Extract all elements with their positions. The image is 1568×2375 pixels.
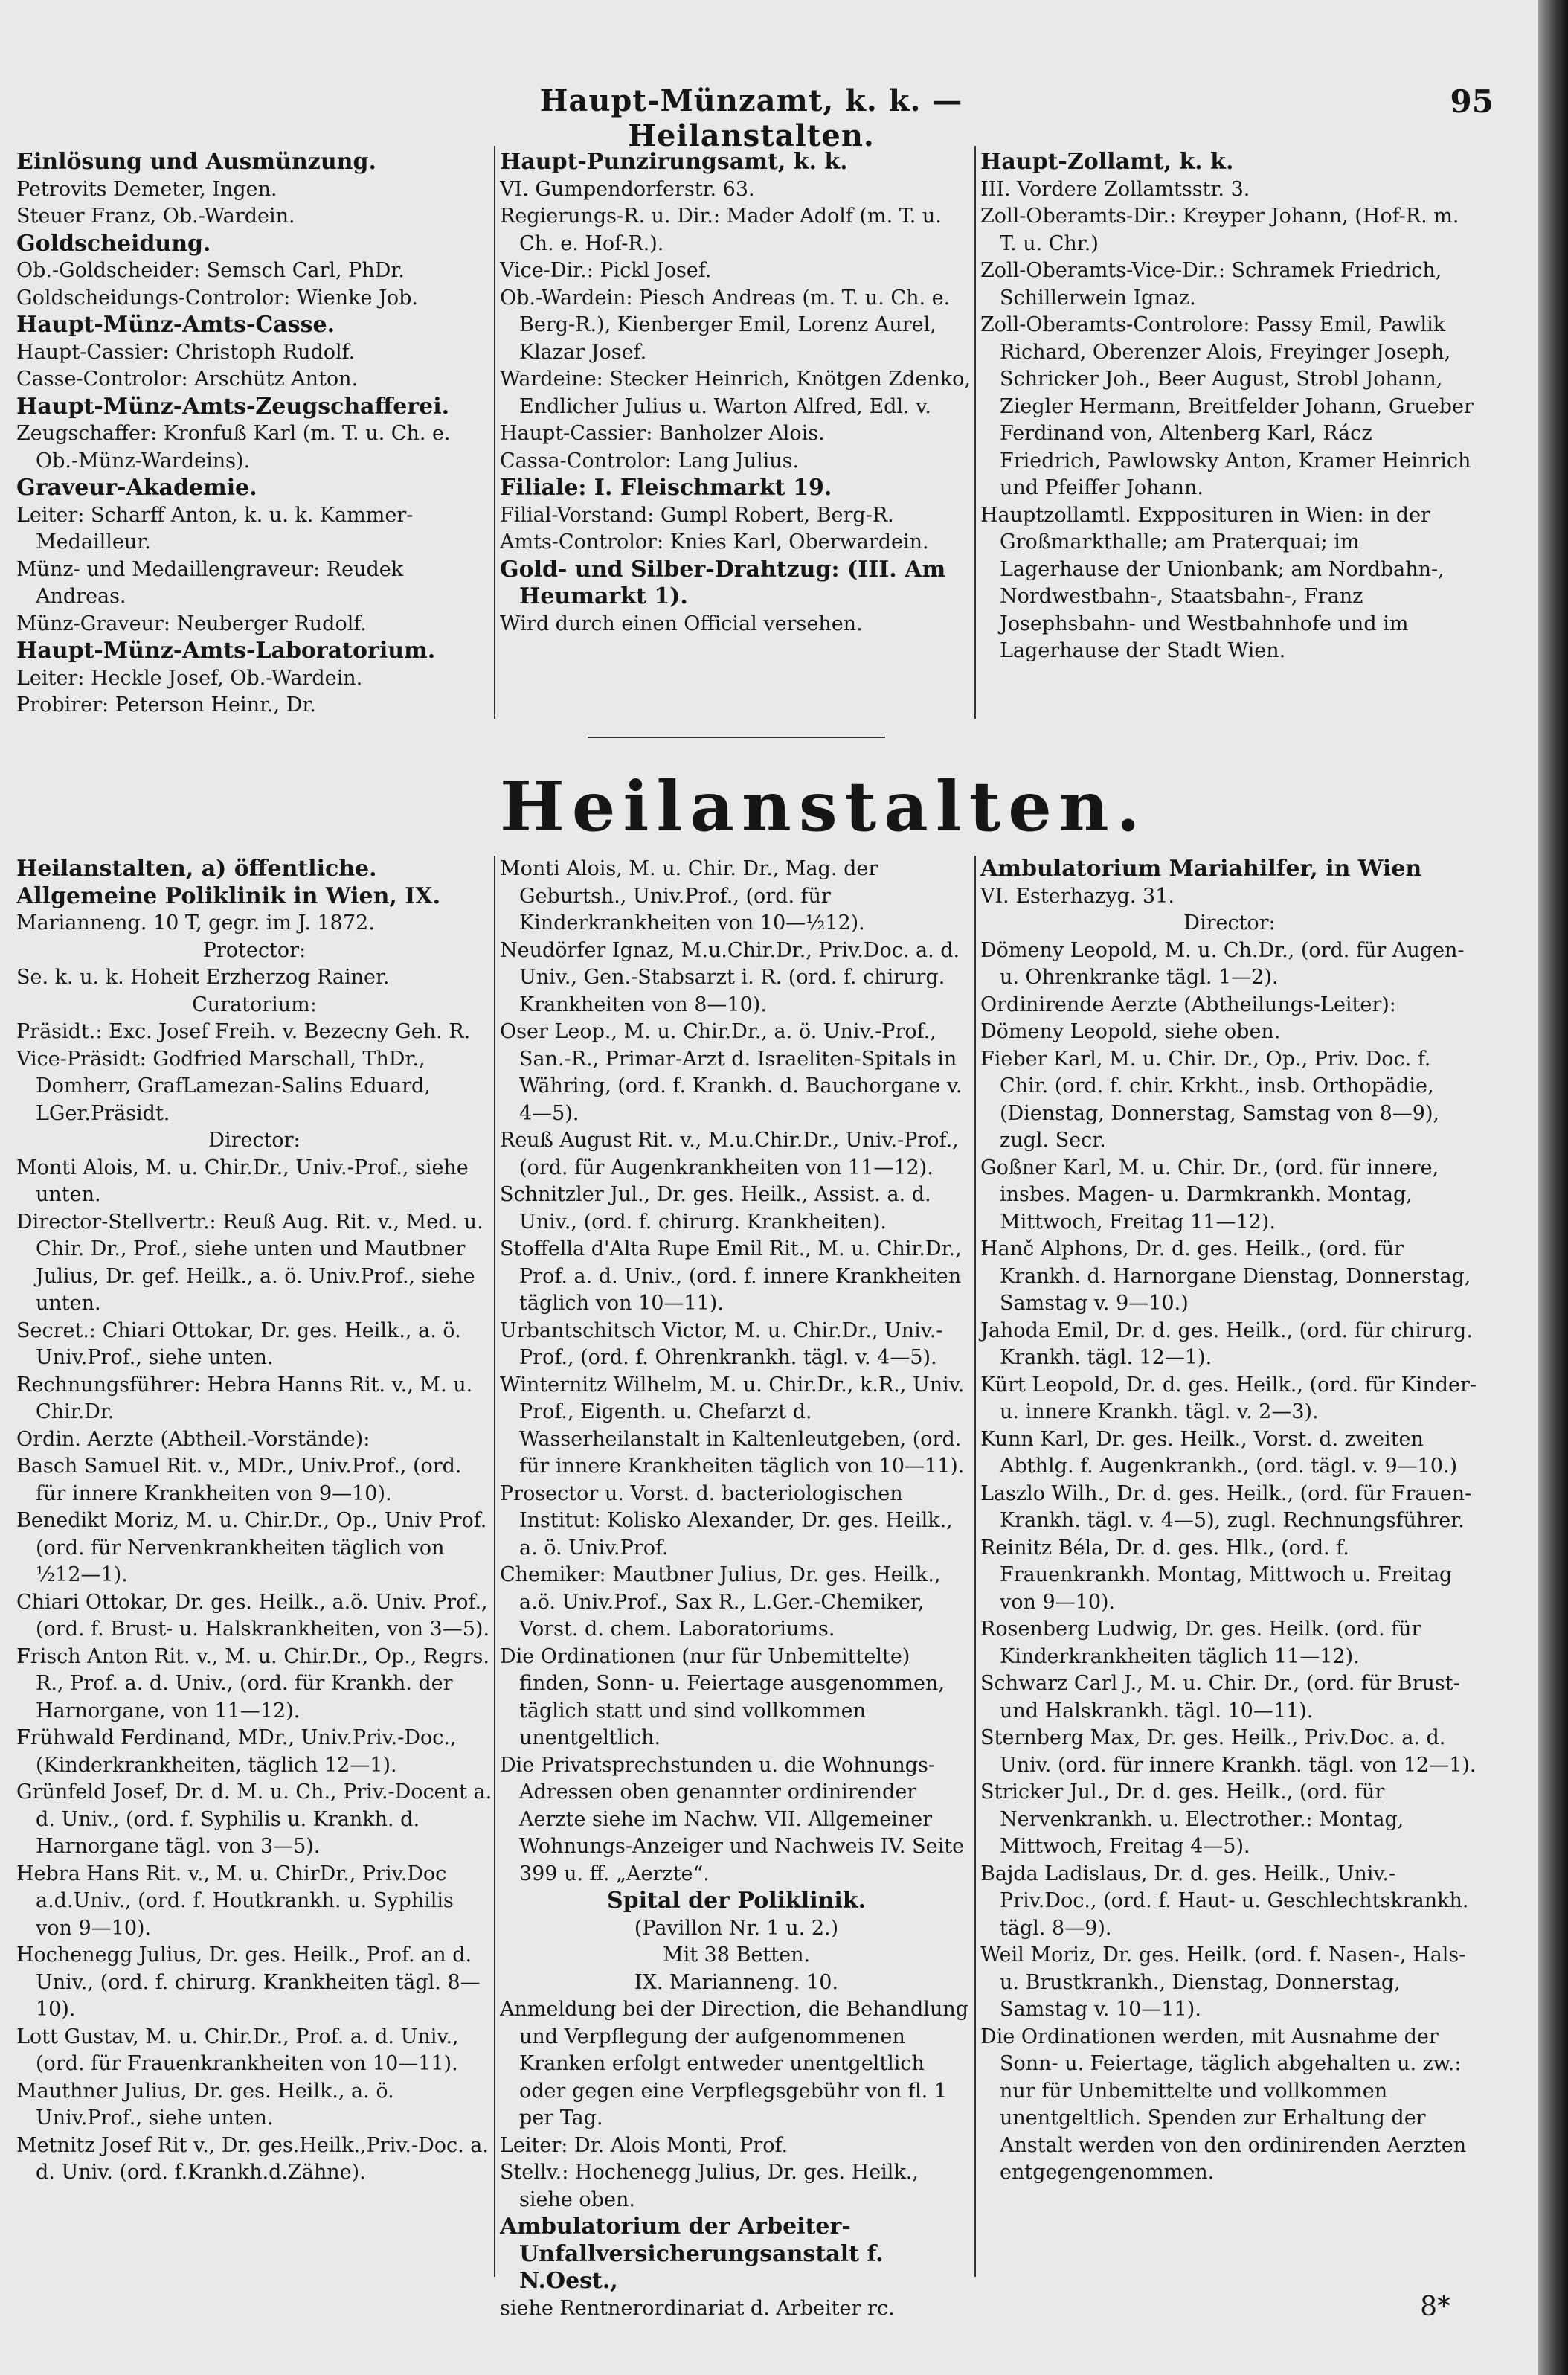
entry-heading: Spital der Poliklinik. [606,1888,867,1914]
entry-line: Goldscheidungs-Controlor: Wienke Job. [16,286,418,310]
entry-line: Director: [208,1129,301,1152]
entry-line: Anmeldung bei der Direction, die Behandlung und Verpflegung der aufgenommenen Kranken erfolgt entweder unentgeltlich oder gegen eine Verpflegsgebühr von fl. 1 per Tag. [500,1998,969,2129]
entry-heading: Goldscheidung. [16,230,211,257]
signature-mark: 8* [1420,2292,1450,2322]
entry-heading: Graveur-Akademie. [16,475,257,501]
entry-heading: Gold- und Silber-Drahtzug: (III. Am Heumarkt 1). [500,556,946,609]
column-1-top [16,149,492,719]
entry-line: Schwarz Carl J., M. u. Chir. Dr., (ord. für Brust- und Halskrankh. tägl. 10—11). [980,1672,1460,1722]
entry-line: Stricker Jul., Dr. d. ges. Heilk., (ord. für Nervenkrankh. u. Electrother.: Montag, Mittwoch, Freitag 4—5). [980,1781,1404,1858]
entry-line: Münz- und Medaillengraveur: Reudek Andreas. [16,557,404,608]
entry-line: Reuß August Rit. v., M.u.Chir.Dr., Univ.-Prof., (ord. für Augenkrankheiten von 11—12). [500,1129,959,1179]
section-title: Heilanstalten. [500,766,1148,847]
entry-heading: Haupt-Münz-Amts-Casse. [16,312,335,338]
entry-line: Hanč Alphons, Dr. d. ges. Heilk., (ord. für Krankh. d. Harnorgane Dienstag, Donnerstag, Samstag v. 9—10.) [980,1237,1471,1315]
entry-line: IX. Marianneng. 10. [634,1970,838,1994]
entry-line: Lott Gustav, M. u. Chir.Dr., Prof. a. d. Univ., (ord. für Frauenkrankheiten von 10—11). [16,2025,459,2075]
entry-line: Protector: [202,938,306,962]
entry-line: Marianneng. 10 T, gegr. im J. 1872. [16,911,375,935]
entry-line: Neudörfer Ignaz, M.u.Chir.Dr., Priv.Doc. a. d. Univ., Gen.-Stabsarzt i. R. (ord. f. chirurg. Krankheiten von 8—10). [500,938,960,1016]
entry-line: Leiter: Heckle Josef, Ob.-Wardein. [16,666,363,690]
entry-line: Fieber Karl, M. u. Chir. Dr., Op., Priv. Doc. f. Chir. (ord. f. chir. Krkht., insb. Orthopädie, (Dienstag, Donnerstag, Samstag von 8—9), zugl. Secr. [980,1047,1440,1152]
entry-line: Director-Stellvertr.: Reuß Aug. Rit. v., Med. u. Chir. Dr., Prof., siehe unten und Mautbner Julius, Dr. gef. Heilk., a. ö. Univ.Prof., siehe unten. [16,1210,483,1315]
entry-line: Zeugschaffer: Kronfuß Karl (m. T. u. Ch. e. Ob.-Münz-Wardeins). [16,422,451,472]
entry-line: Leiter: Scharff Anton, k. u. k. Kammer-Medailleur. [16,503,414,554]
column-3-bottom [980,856,1479,2187]
entry-line: Kürt Leopold, Dr. d. ges. Heilk., (ord. für Kinder- u. innere Krankh. tägl. v. 2—3). [980,1373,1477,1423]
entry-line: Probirer: Peterson Heinr., Dr. [16,693,316,717]
entry-line: Chemiker: Mautbner Julius, Dr. ges. Heilk., a.ö. Univ.Prof., Sax R., L.Ger.-Chemiker, Vorst. d. chem. Laboratoriums. [500,1563,941,1641]
entry-line: Münz-Graveur: Neuberger Rudolf. [16,612,367,635]
entry-line: III. Vordere Zollamtsstr. 3. [980,177,1250,201]
entry-heading: Einlösung und Ausmünzung. [16,149,376,175]
entry-heading: Haupt-Zollamt, k. k. [980,149,1234,175]
entry-line: Benedikt Moriz, M. u. Chir.Dr., Op., Univ Prof. (ord. für Nervenkrankheiten täglich von ½12—1). [16,1509,487,1586]
entry-line: Curatorium: [192,993,317,1016]
entry-heading: Ambulatorium Mariahilfer, in Wien [980,856,1422,882]
entry-line: Schnitzler Jul., Dr. ges. Heilk., Assist. a. d. Univ., (ord. f. chirurg. Krankheiten). [500,1183,931,1234]
entry-line: Steuer Franz, Ob.-Wardein. [16,205,295,228]
page-edge [1538,0,1568,2375]
column-1-bottom [16,856,492,2187]
entry-line: Mit 38 Betten. [662,1943,811,1967]
entry-line: Wird durch einen Official versehen. [500,612,863,635]
section-divider [588,737,885,738]
entry-line: Oser Leop., M. u. Chir.Dr., a. ö. Univ.-Prof., San.-R., Primar-Arzt d. Israeliten-Spitals in Währing, (ord. f. Krankh. d. Bauchorgane v. 4—5). [500,1020,963,1125]
entry-heading: Haupt-Münz-Amts-Zeugschafferei. [16,393,450,420]
entry-line: Monti Alois, M. u. Chir.Dr., Univ.-Prof., siehe unten. [16,1156,469,1206]
entry-line: Vice-Präsidt: Godfried Marschall, ThDr., Domherr, GrafLamezan-Salins Eduard, LGer.Präsidt. [16,1047,431,1125]
entry-line: Metnitz Josef Rit v., Dr. ges.Heilk.,Priv.-Doc. a. d. Univ. (ord. f.Krankh.d.Zähne). [16,2133,489,2184]
entry-line: Vice-Dir.: Pickl Josef. [500,259,712,282]
entry-line: Petrovits Demeter, Ingen. [16,177,277,201]
entry-line: Prosector u. Vorst. d. bacteriologischen Institut: Kolisko Alexander, Dr. ges. Heilk., a. ö. Univ.Prof. [500,1481,953,1560]
entry-line: Bajda Ladislaus, Dr. d. ges. Heilk., Univ.-Priv.Doc., (ord. f. Haut- u. Geschlechtskrankh. tägl. 8—9). [980,1862,1469,1940]
column-divider [974,856,976,2277]
entry-line: Ob.-Wardein: Piesch Andreas (m. T. u. Ch. e. Berg-R.), Kienberger Emil, Lorenz Aurel, Klazar Josef. [500,286,951,364]
entry-line: Hauptzollamtl. Expposituren in Wien: in der Großmarkthalle; am Praterquai; im Lagerhause der Unionbank; am Nordbahn-, Nordwestbahn-, Staatsbahn-, Franz Josephsbahn- und Westbahnhofe und im Lagerhause der Stadt Wien. [980,503,1445,662]
entry-line: Rosenberg Ludwig, Dr. ges. Heilk. (ord. für Kinderkrankheiten täglich 11—12). [980,1618,1421,1668]
entry-line: Frühwald Ferdinand, MDr., Univ.Priv.-Doc., (Kinderkrankheiten, täglich 12—1). [16,1726,457,1777]
entry-heading: Heilanstalten, a) öffentliche. [16,856,377,882]
entry-line: Die Privatsprechstunden u. die Wohnungs-Adressen oben genannter ordinirender Aerzte siehe im Nachw. VII. Allgemeiner Wohnungs-Anzeiger und Nachweis IV. Seite 399 u. ff. „Aerzte“. [500,1753,965,1885]
entry-line: Zoll-Oberamts-Vice-Dir.: Schramek Friedrich, Schillerwein Ignaz. [980,259,1442,310]
entry-line: Urbantschitsch Victor, M. u. Chir.Dr., Univ.-Prof., (ord. f. Ohrenkrankh. tägl. v. 4—5). [500,1318,943,1369]
entry-line: Ob.-Goldscheider: Semsch Carl, PhDr. [16,259,405,282]
entry-line: Die Ordinationen (nur für Unbemittelte) finden, Sonn- u. Feiertage ausgenommen, täglich statt und sind vollkommen unentgeltlich. [500,1644,945,1749]
entry-line: Hochenegg Julius, Dr. ges. Heilk., Prof. an d. Univ., (ord. f. chirurg. Krankheiten tägl. 8—10). [16,1943,481,2021]
entry-line: Director: [1183,911,1276,935]
entry-line: Regierungs-R. u. Dir.: Mader Adolf (m. T. u. Ch. e. Hof-R.). [500,205,942,255]
entry-heading: Haupt-Punzirungsamt, k. k. [500,149,848,175]
entry-line: Ordin. Aerzte (Abtheil.-Vorstände): [16,1427,370,1451]
entry-line: Se. k. u. k. Hoheit Erzherzog Rainer. [16,966,390,989]
entry-line: Frisch Anton Rit. v., M. u. Chir.Dr., Op., Regrs. R., Prof. a. d. Univ., (ord. für Krankh. der Harnorgane, von 11—12). [16,1644,489,1722]
entry-line: Casse-Controlor: Arschütz Anton. [16,368,359,391]
entry-line: Die Ordinationen werden, mit Ausnahme der Sonn- u. Feiertage, täglich abgehalten u. zw.: nur für Unbemittelte und vollkommen unentgeltlich. Spenden zur Erhaltung der Anstalt werden von den ordinirenden Aerzten entgegengenommen. [980,2025,1467,2184]
column-3-top [980,149,1479,665]
entry-line: Amts-Controlor: Knies Karl, Oberwardein. [500,531,929,554]
entry-line: Wardeine: Stecker Heinrich, Knötgen Zdenko, Endlicher Julius u. Warton Alfred, Edl. v. [500,368,971,418]
column-divider [494,856,495,2277]
entry-line: Basch Samuel Rit. v., MDr., Univ.Prof., (ord. für innere Krankheiten von 9—10). [16,1455,462,1505]
entry-line: Leiter: Dr. Alois Monti, Prof. [500,2133,788,2157]
entry-line: Kunn Karl, Dr. ges. Heilk., Vorst. d. zweiten Abthlg. f. Augenkrankh., (ord. tägl. v. 9—10.) [980,1427,1458,1478]
entry-line: Winternitz Wilhelm, M. u. Chir.Dr., k.R., Univ. Prof., Eigenth. u. Chefarzt d. Wasserheilanstalt in Kaltenleutgeben, (ord. für innere Krankheiten täglich von 10—11). [500,1373,965,1478]
entry-line: Präsidt.: Exc. Josef Freih. v. Bezecny Geh. R. [16,1020,471,1043]
entry-line: Goßner Karl, M. u. Chir. Dr., (ord. für innere, insbes. Magen- u. Darmkrankh. Montag, Mittwoch, Freitag 11—12). [980,1156,1439,1234]
entry-line: Grünfeld Josef, Dr. d. M. u. Ch., Priv.-Docent a. d. Univ., (ord. f. Syphilis u. Krankh. d. Harnorgane tägl. von 3—5). [16,1781,492,1858]
entry-line: Zoll-Oberamts-Controlore: Passy Emil, Pawlik Richard, Oberenzer Alois, Freyinger Joseph, Schricker Joh., Beer August, Strobl Johann, Ziegler Hermann, Breitfelder Johann, Grueber Ferdinand von, Altenberg Karl, Rácz Friedrich, Pawlowsky Anton, Kramer Heinrich und Pfeiffer Johann. [980,313,1474,499]
entry-line: Laszlo Wilh., Dr. d. ges. Heilk., (ord. für Frauen-Krankh. tägl. v. 4—5), zugl. Rechnungsführer. [980,1481,1472,1532]
entry-line: Hebra Hans Rit. v., M. u. ChirDr., Priv.Doc a.d.Univ., (ord. f. Houtkrankh. u. Syphilis von 9—10). [16,1862,454,1940]
entry-heading: Allgemeine Poliklinik in Wien, IX. [16,882,441,909]
column-divider [494,146,495,719]
entry-line: Dömeny Leopold, M. u. Ch.Dr., (ord. für Augen- u. Ohrenkranke tägl. 1—2). [980,938,1465,989]
entry-line: Filial-Vorstand: Gumpl Robert, Berg-R. [500,503,894,527]
entry-line: Stellv.: Hochenegg Julius, Dr. ges. Heilk., siehe oben. [500,2161,919,2211]
entry-line: Haupt-Cassier: Banholzer Alois. [500,422,825,445]
page-number: 95 [1450,83,1494,120]
entry-line: Weil Moriz, Dr. ges. Heilk. (ord. f. Nasen-, Hals- u. Brustkrankh., Dienstag, Donnerstag, Samstag v. 10—11). [980,1943,1466,2021]
entry-heading: Haupt-Münz-Amts-Laboratorium. [16,638,436,664]
entry-line: VI. Gumpendorferstr. 63. [500,177,755,201]
entry-line: (Pavillon Nr. 1 u. 2.) [634,1916,839,1940]
entry-line: Secret.: Chiari Ottokar, Dr. ges. Heilk., a. ö. Univ.Prof., siehe unten. [16,1318,461,1369]
entry-line: Reinitz Béla, Dr. d. ges. Hlk., (ord. f. Frauenkrankh. Montag, Mittwoch u. Freitag von 9—10). [980,1536,1453,1614]
entry-line: Stoffella d'Alta Rupe Emil Rit., M. u. Chir.Dr., Prof. a. d. Univ., (ord. f. innere Krankheiten täglich von 10—11). [500,1237,962,1315]
running-head: Haupt-Münzamt, k. k. — Heilanstalten. [539,83,963,153]
entry-line: Sternberg Max, Dr. ges. Heilk., Priv.Doc. a. d. Univ. (ord. für innere Krankh. tägl. von 12—1). [980,1726,1477,1777]
entry-line: siehe Rentnerordinariat d. Arbeiter rc. [500,2296,895,2320]
entry-line: Monti Alois, M. u. Chir. Dr., Mag. der Geburtsh., Univ.Prof., (ord. für Kinderkrankheiten von 10—½12). [500,857,878,935]
column-divider [974,146,976,719]
entry-line: VI. Esterhazyg. 31. [980,884,1175,908]
entry-line: Rechnungsführer: Hebra Hanns Rit. v., M. u. Chir.Dr. [16,1373,473,1423]
entry-line: Dömeny Leopold, siehe oben. [980,1020,1281,1043]
entry-heading: Filiale: I. Fleischmarkt 19. [500,475,832,501]
entry-line: Chiari Ottokar, Dr. ges. Heilk., a.ö. Univ. Prof., (ord. f. Brust- u. Halskrankheiten, von 3—5). [16,1590,490,1641]
entry-line: Jahoda Emil, Dr. d. ges. Heilk., (ord. für chirurg. Krankh. tägl. 12—1). [980,1318,1473,1369]
entry-line: Zoll-Oberamts-Dir.: Kreyper Johann, (Hof-R. m. T. u. Chr.) [980,205,1459,255]
entry-line: Cassa-Controlor: Lang Julius. [500,449,800,472]
entry-line: Ordinirende Aerzte (Abtheilungs-Leiter): [980,993,1396,1016]
column-2-bottom [500,856,973,2322]
entry-heading: Ambulatorium der Arbeiter-Unfallversicherungsanstalt f. N.Oest., [500,2214,884,2294]
entry-line: Haupt-Cassier: Christoph Rudolf. [16,340,356,364]
column-2-top [500,149,973,638]
entry-line: Mauthner Julius, Dr. ges. Heilk., a. ö. Univ.Prof., siehe unten. [16,2079,394,2129]
